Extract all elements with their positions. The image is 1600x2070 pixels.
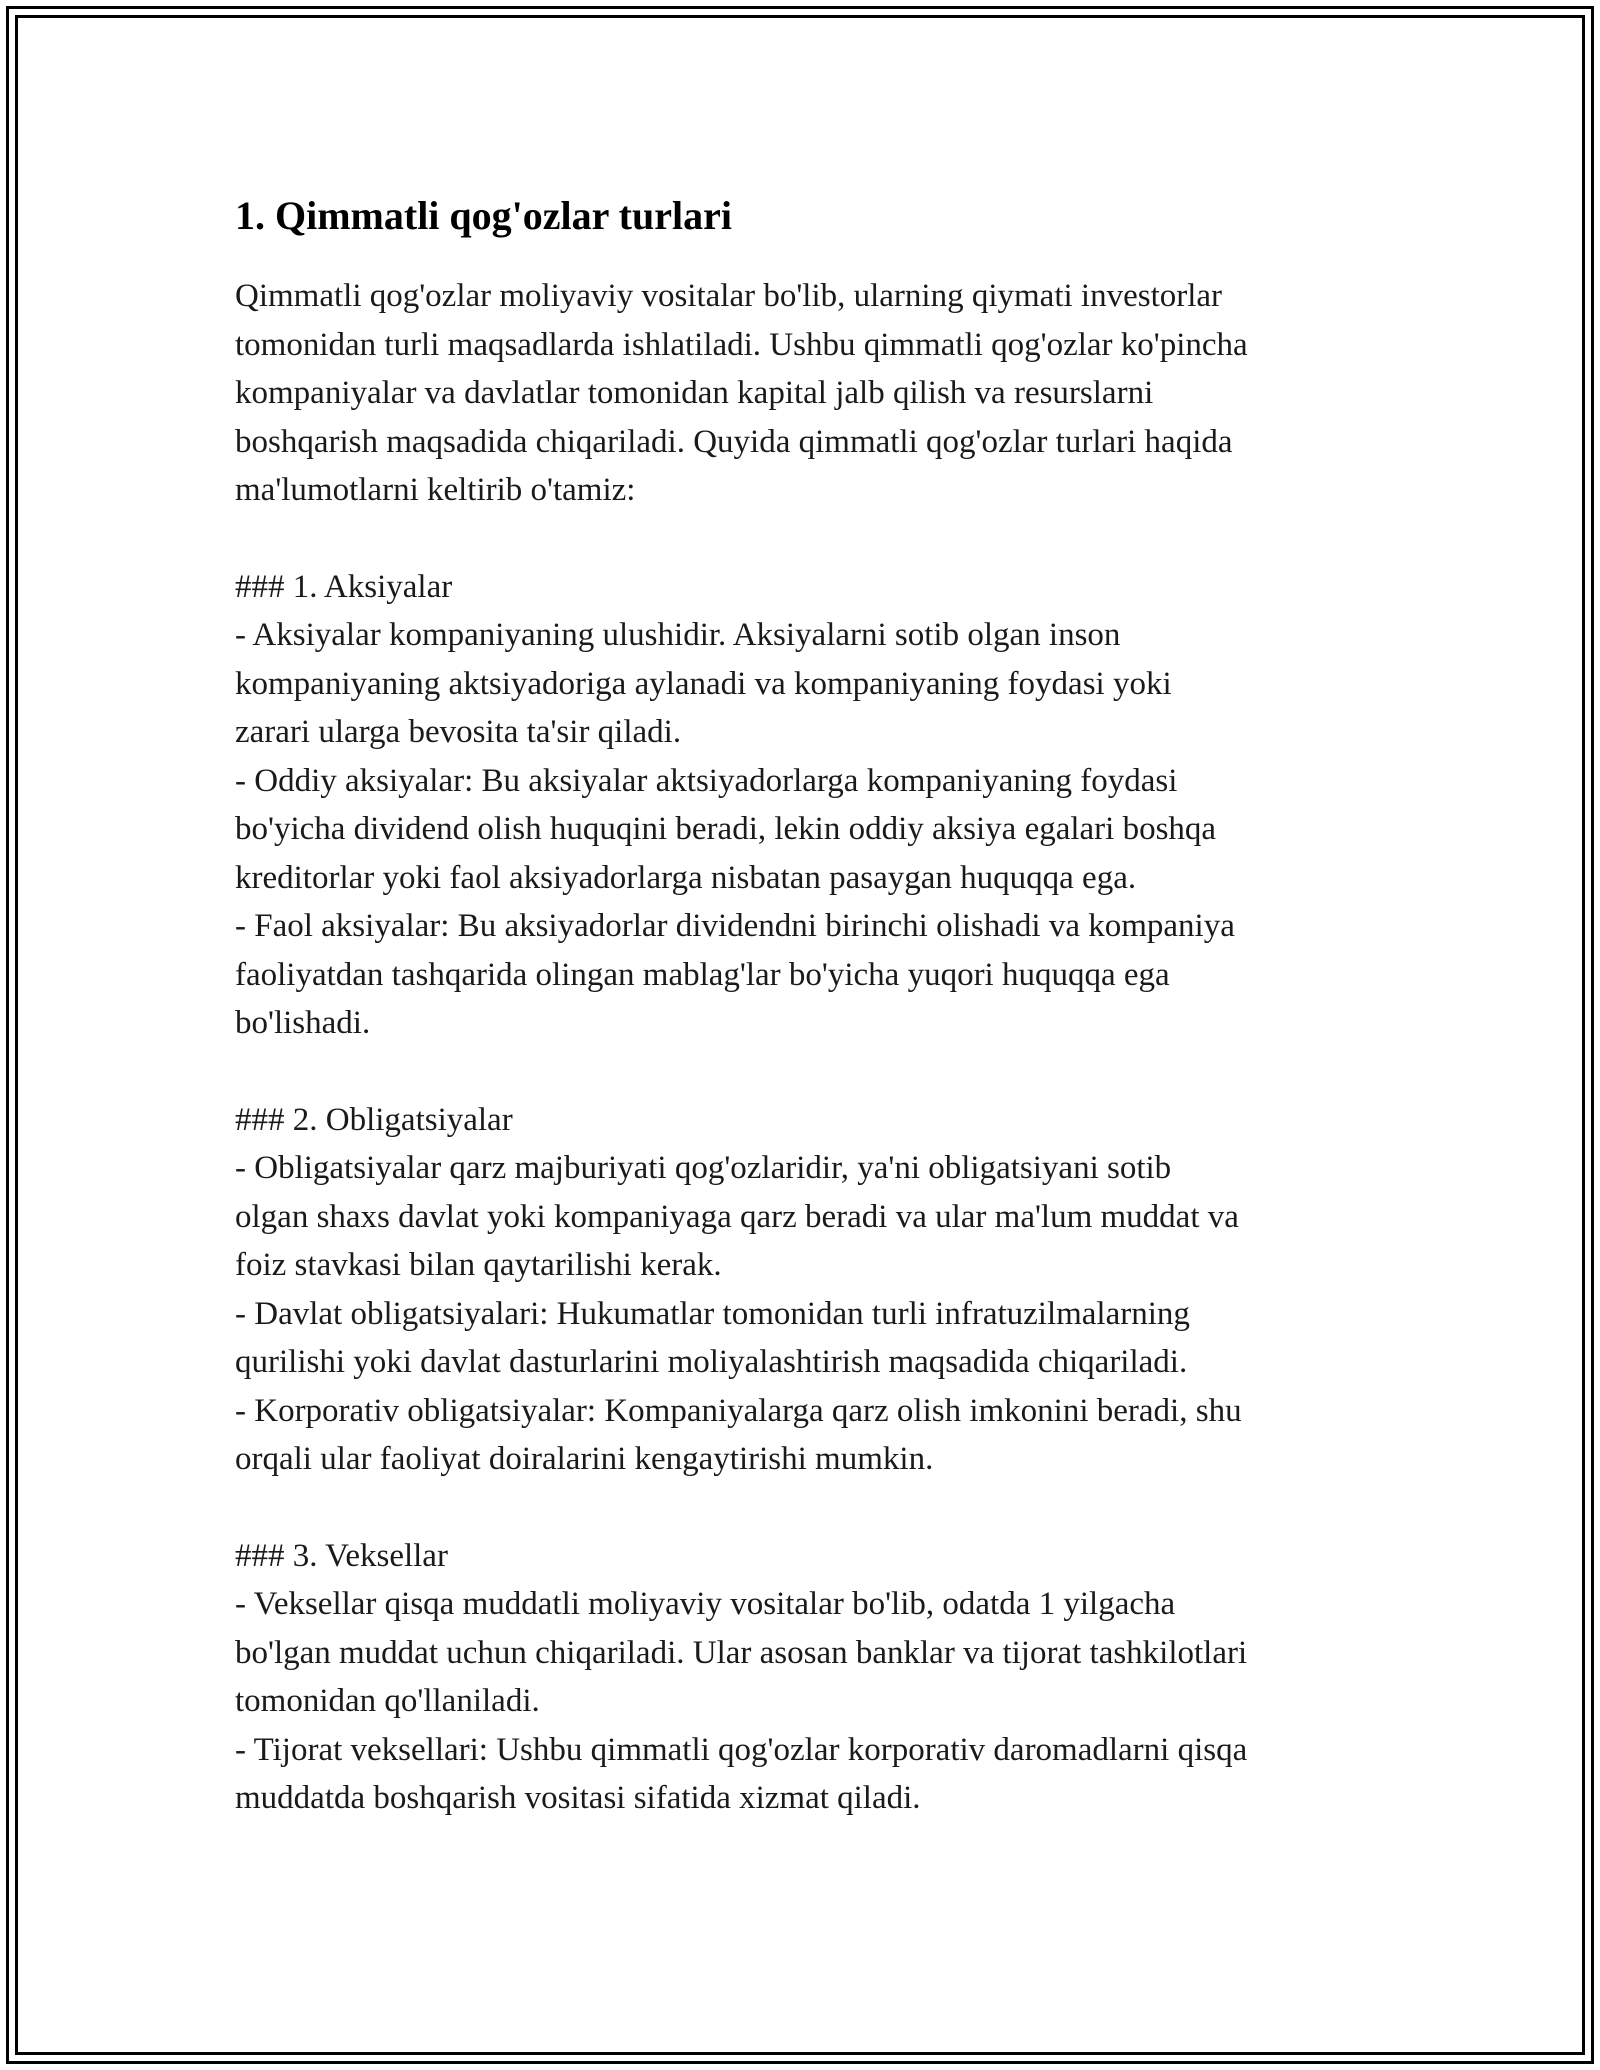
document-title: 1. Qimmatli qog'ozlar turlari [235,193,732,238]
section-heading: ### 3. Veksellar [235,1537,448,1574]
section-line: - Korporativ obligatsiyalar: Kompaniyalarga qarz olish imkonini beradi, shu [235,1392,1242,1429]
section-line: - Veksellar qisqa muddatli moliyaviy vositalar bo'lib, odatda 1 yilgacha [235,1586,1176,1622]
section-line: - Faol aksiyalar: Bu aksiyadorlar dividendni birinchi olishadi va kompaniya [235,908,1235,944]
intro-line: tomonidan turli maqsadlarda ishlatiladi. Ushbu qimmatli qog'ozlar ko'pincha [235,326,1248,363]
section-line: - Oddiy aksiyalar: Bu aksiyalar aktsiyadorlarga kompaniyaning foydasi [235,762,1178,799]
section-line: bo'yicha dividend olish huquqini beradi, lekin oddiy aksiya egalari boshqa [235,811,1217,847]
section-line: - Tijorat veksellari: Ushbu qimmatli qog'ozlar korporativ daromadlarni qisqa [235,1731,1248,1768]
section-line: bo'lishadi. [235,1005,371,1041]
section-veksellar [235,1532,1395,1823]
intro-line: boshqarish maqsadida chiqariladi. Quyida qimmatli qog'ozlar turlari haqida [235,423,1233,460]
intro-line: kompaniyalar va davlatlar tomonidan kapital jalb qilish va resurslarni [235,375,1154,411]
section-line: orqali ular faoliyat doiralarini kengaytirishi mumkin. [235,1441,934,1477]
section-line: bo'lgan muddat uchun chiqariladi. Ular asosan banklar va tijorat tashkilotlari [235,1634,1248,1671]
section-line: olgan shaxs davlat yoki kompaniyaga qarz beradi va ular ma'lum muddat va [235,1198,1239,1235]
section-heading: ### 2. Obligatsiyalar [235,1101,513,1138]
section-line: - Obligatsiyalar qarz majburiyati qog'ozlaridir, ya'ni obligatsiyani sotib [235,1150,1172,1186]
document-body [235,190,1395,1871]
section-line: - Davlat obligatsiyalari: Hukumatlar tomonidan turli infratuzilmalarning [235,1295,1190,1332]
intro-paragraph [235,272,1395,515]
section-obligatsiyalar [235,1096,1395,1484]
section-line: muddatda boshqarish vositasi sifatida xizmat qiladi. [235,1780,921,1816]
section-line: tomonidan qo'llaniladi. [235,1683,540,1719]
intro-line: ma'lumotlarni keltirib o'tamiz: [235,472,636,508]
section-line: qurilishi yoki davlat dasturlarini moliyalashtirish maqsadida chiqariladi. [235,1344,1188,1380]
intro-line: Qimmatli qog'ozlar moliyaviy vositalar bo'lib, ularning qiymati investorlar [235,278,1223,314]
section-line: kreditorlar yoki faol aksiyadorlarga nisbatan pasaygan huquqqa ega. [235,859,1137,896]
section-line: kompaniyaning aktsiyadoriga aylanadi va kompaniyaning foydasi yoki [235,665,1172,702]
section-line: - Aksiyalar kompaniyaning ulushidir. Aksiyalarni sotib olgan inson [235,617,1121,653]
section-aksiyalar [235,563,1395,1048]
section-heading: ### 1. Aksiyalar [235,568,453,605]
section-line: faoliyatdan tashqarida olingan mablag'lar bo'yicha yuqori huquqqa ega [235,956,1170,993]
section-line: foiz stavkasi bilan qaytarilishi kerak. [235,1247,722,1283]
section-line: zarari ularga bevosita ta'sir qiladi. [235,714,682,750]
